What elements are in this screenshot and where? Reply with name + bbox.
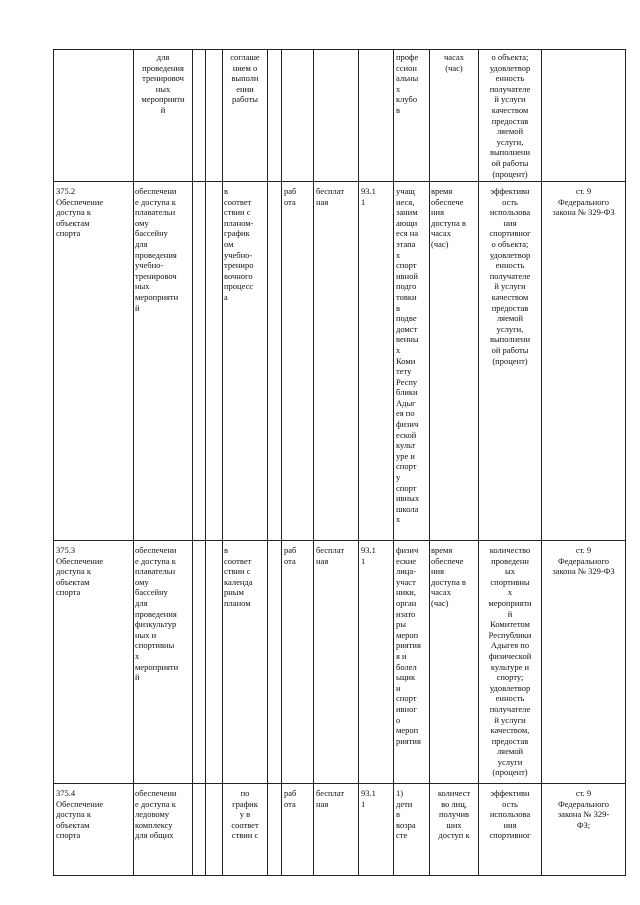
quality-indicator-cell: эффективн ость использова ния спортивног о объекта; удовлетвор енность получателе й услуги качеством предостав ляемой услуги, выполнени ой работы (процент) — [489, 186, 531, 366]
consumers-cell: физич еские лица- участ ники, орган изато ры мероп риятия я и болел ьщик и спорт ивног о мероп риятия — [396, 545, 421, 746]
volume-indicator-cell: количест во лиц, получив ших доступ к — [437, 788, 471, 841]
quality-indicator-cell: о объекта; удовлетвор енность получателе й услуги качеством предостав ляемой услуги, выполнени ой работы (процент) — [489, 52, 531, 179]
volume-indicator-cell: время обеспече ния доступа в часах (час) — [431, 545, 466, 608]
condition-cell: соглаше нием о выполн ении работы — [230, 52, 260, 105]
law-cell: ст. 9 Федерального закона № 329-ФЗ — [552, 545, 615, 577]
law-cell: ст. 9 Федерального закона № 329- ФЗ; — [557, 788, 610, 830]
law-cell: ст. 9 Федерального закона № 329-ФЗ — [552, 186, 615, 218]
condition-cell: по график у в соответ ствии с — [231, 788, 259, 841]
consumers-cell: учащ иеся, заним ающи еся на этапа х спорт ивной подго товки в подве домст венны х Коми тету Респу блики Адыг ея по физич еской культ уре и спорт у спорт ивных школа х — [396, 186, 420, 525]
service-cell: 375.4 Обеспечение доступа к объектам спорта — [56, 788, 104, 841]
code-cell: 93.1 1 — [361, 186, 376, 207]
volume-indicator-cell: часах (час) — [444, 52, 464, 73]
kind-cell: раб ота — [284, 788, 297, 809]
service-cell: 375.3 Обеспечение доступа к объектам спорта — [56, 545, 104, 598]
volume-indicator-cell: время обеспече ния доступа в часах (час) — [431, 186, 466, 249]
quality-indicator-cell: количество проведенн ых спортивны х мероприяти й Комитетом Республики Адыгея по физической культуре и спорту; удовлетвор енность получателе й услуги качеством, предостав ляемой услуги (процент) — [488, 545, 532, 778]
service-cell: 375.2 Обеспечение доступа к объектам спорта — [56, 186, 104, 239]
content-cell: для проведения тренировоч ных мероприяти й — [141, 52, 185, 115]
pay-cell: бесплат ная — [316, 186, 345, 207]
pay-cell: бесплат ная — [316, 788, 345, 809]
code-cell: 93.1 1 — [361, 788, 376, 809]
content-cell: обеспечени е доступа к плавательн ому бассейну для проведения физкультур ных и спортивны х мероприяти й — [135, 545, 179, 683]
content-cell: обеспечени е доступа к плавательн ому бассейну для проведения учебно- тренировоч ных мероприяти й — [135, 186, 179, 313]
condition-cell: в соответ ствии с календа рным планом — [224, 545, 253, 608]
pay-cell: бесплат ная — [316, 545, 345, 566]
code-cell: 93.1 1 — [361, 545, 376, 566]
condition-cell: в соответ ствии с планом- график ом учебно- трениро вочного процесс а — [224, 186, 254, 302]
kind-cell: раб ота — [284, 186, 297, 207]
content-cell: обеспечени е доступа к ледовому комплексу для общих — [135, 788, 177, 841]
consumers-cell: 1) дети в возра сте — [396, 788, 416, 841]
quality-indicator-cell: эффективн ость использова ния спортивног — [489, 788, 531, 841]
consumers-cell: профе ссион альны х клубо в — [396, 52, 419, 115]
kind-cell: раб ота — [284, 545, 297, 566]
